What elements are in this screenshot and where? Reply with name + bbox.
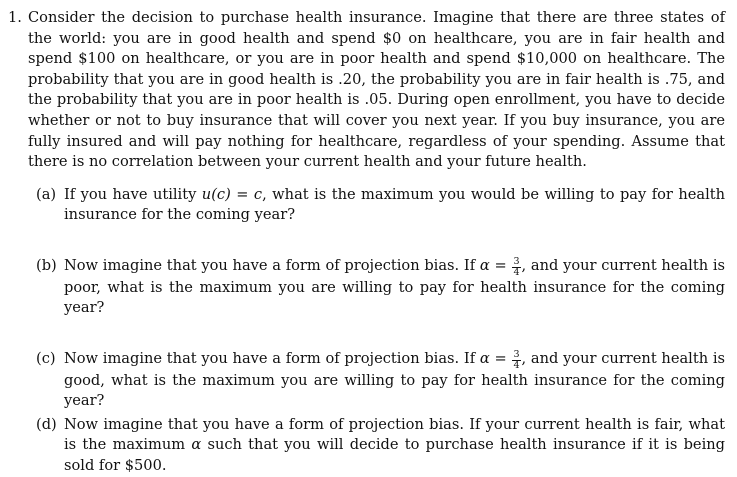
part-d-text	[64, 415, 725, 477]
part-a-text	[64, 185, 725, 226]
problem-intro: Consider the decision to purchase health insurance. Imagine that there are three states of the world: you are in good health and spend $0 on healthcare, you are in fair health and spend $100 on healthcare, or you are in poor health and spend $10,000 on healthcare. The probability that you are in good health is .20, the probability you are in fair health is .75, and the probability that you are in poor health is .05. During open enrollment, you have to decide whether or not to buy insurance that will cover you next year. If you buy insurance, you are fully insured and will pay nothing for healthcare, regardless of your spending. Assume that there is no correlation between your current health and your future health.	[28, 9, 725, 171]
part-a-text-after: , what is the maximum you would be willing to pay for health insurance for the coming year?	[64, 185, 725, 224]
part-c-text-after: , and your current health is good, what is the maximum you are willing to pay for health insurance for the coming year?	[64, 349, 726, 410]
part-c-fraction-denominator: 4	[513, 359, 520, 371]
part-b	[28, 256, 725, 319]
part-a	[28, 185, 725, 226]
part-a-text-before: If you have utility	[64, 185, 202, 203]
part-d-text-after: such that you will decide to purchase health insurance if it is being sold for $500.	[64, 436, 725, 474]
part-b-fraction-numerator: 3	[513, 255, 520, 267]
part-b-fraction-denominator: 4	[513, 266, 520, 278]
part-d-label: (d)	[36, 415, 57, 433]
part-d-text-before: Now imagine that you have a form of projection bias. If your current health is fair, what is the maximum	[64, 415, 725, 454]
part-c-text-before: Now imagine that you have a form of projection bias. If	[64, 349, 480, 367]
part-c	[28, 349, 725, 412]
part-b-math: α =	[479, 256, 507, 274]
part-c-fraction	[512, 350, 520, 371]
part-b-text	[64, 256, 725, 319]
part-c-text	[64, 349, 725, 412]
part-c-label: (c)	[36, 349, 56, 367]
problem-1	[8, 8, 725, 477]
problem-number: 1.	[8, 9, 22, 26]
part-c-fraction-numerator: 3	[513, 348, 520, 360]
part-a-math: u(c) = c	[201, 185, 263, 203]
part-d-math: α	[191, 436, 202, 454]
part-b-text-after: , and your current health is poor, what is the maximum you are willing to pay for health insurance for the coming year?	[64, 256, 726, 317]
part-b-text-before: Now imagine that you have a form of projection bias. If	[64, 256, 480, 274]
part-b-fraction	[512, 257, 520, 278]
part-b-label: (b)	[36, 256, 57, 274]
part-a-label: (a)	[36, 185, 57, 203]
part-c-math: α =	[479, 349, 507, 367]
part-d	[28, 415, 725, 477]
problem-parts	[28, 185, 725, 477]
problem-body	[28, 8, 725, 477]
